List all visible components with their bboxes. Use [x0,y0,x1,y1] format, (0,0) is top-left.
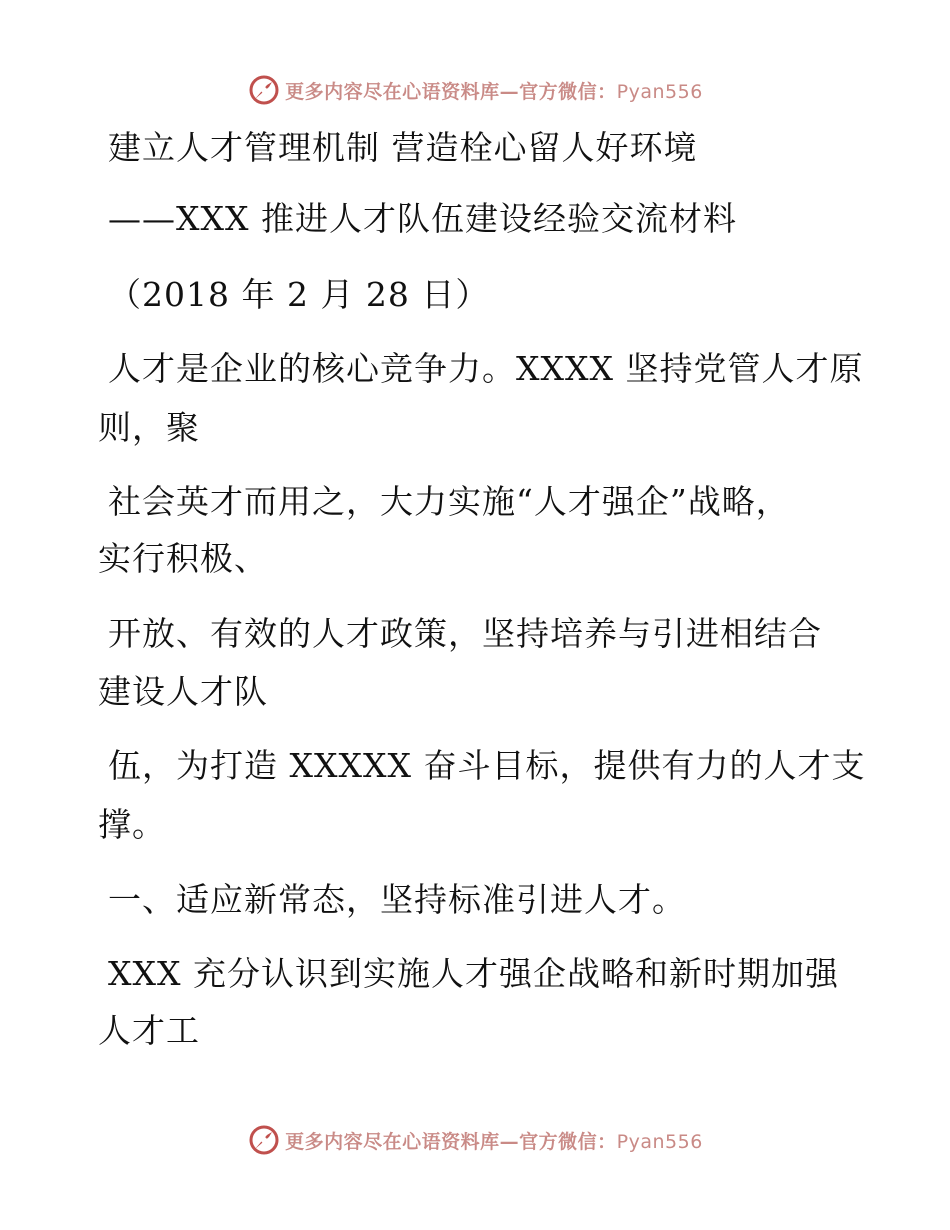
document-subtitle: ——XXX 推进人才队伍建设经验交流材料 [108,199,737,238]
paragraph-line: 社会英才而用之，大力实施“人才强企”战略， [108,482,790,521]
paragraph-line: 则，聚 [98,408,200,447]
paragraph-line: 实行积极、 [98,539,268,578]
watermark-text: 更多内容尽在心语资料库—官方微信：Pyan556 [285,1130,703,1153]
document-date: （2018 年 2 月 28 日） [108,275,490,314]
paragraph-line: 人才工 [98,1011,200,1050]
watermark-footer [0,1120,950,1160]
paragraph-line: 撑。 [98,805,166,844]
watermark-header [0,70,950,110]
paragraph-line: 伍，为打造 XXXXX 奋斗目标，提供有力的人才支 [108,746,866,785]
document-title: 建立人才管理机制 营造栓心留人好环境 [108,128,698,167]
paragraph-line: 建设人才队 [98,672,268,711]
paragraph-line: 开放、有效的人才政策，坚持培养与引进相结合 [108,614,822,653]
pen-nib-logo-icon [247,73,281,107]
section-heading: 一、适应新常态，坚持标准引进人才。 [108,880,686,919]
paragraph-line: XXX 充分认识到实施人才强企战略和新时期加强 [108,954,839,993]
paragraph-line: 人才是企业的核心竞争力。XXXX 坚持党管人才原 [108,349,864,388]
watermark-text: 更多内容尽在心语资料库—官方微信：Pyan556 [285,80,703,103]
pen-nib-logo-icon [247,1123,281,1157]
